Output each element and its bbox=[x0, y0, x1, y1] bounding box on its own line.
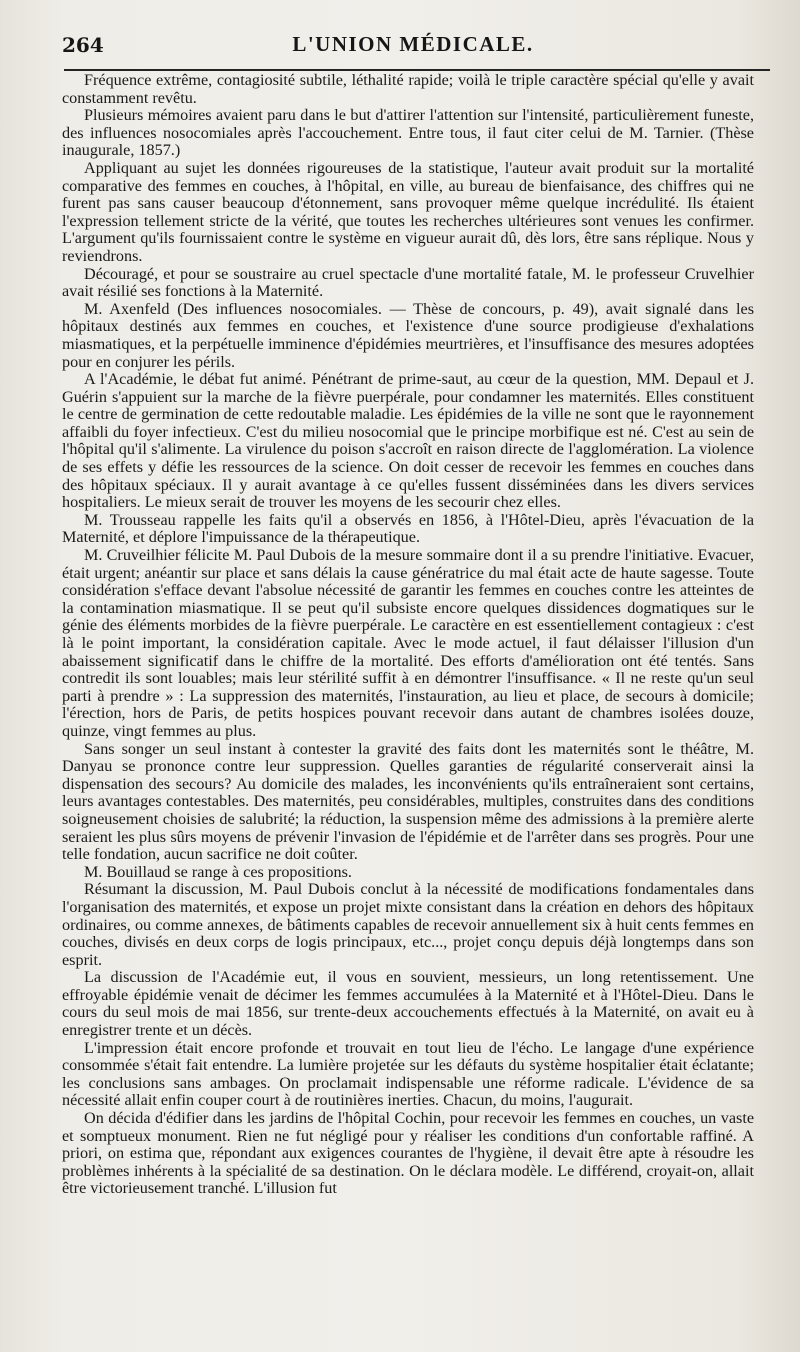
page-number: 264 bbox=[62, 33, 104, 57]
paragraph: On décida d'édifier dans les jardins de l'hôpital Cochin, pour recevoir les femmes en couches, un vaste et somptueux monument. Rien ne fut négligé pour y réaliser les conditions d'un confortable raffiné. A priori, on estima que, répondant aux exigences courantes de l'hygiène, il devait être apte à résoudre les problèmes inhérents à la spécialité de sa destination. On le déclara modèle. Le différend, croyait-on, allait être victorieusement tranché. L'illusion fut bbox=[62, 1109, 754, 1198]
paragraph: M. Axenfeld (Des influences nosocomiales. — Thèse de concours, p. 49), avait signalé dans les hôpitaux destinés aux femmes en couches, et l'existence d'une source prodigieuse d'exhalations miasmatiques, et la perpétuelle imminence d'épidémies meurtrières, et l'insuffisance des mesures adoptées pour en conjurer les périls. bbox=[62, 299, 754, 371]
page-header bbox=[62, 30, 764, 60]
paragraph: L'impression était encore profonde et trouvait en tout lieu de l'écho. Le langage d'une expérience consommée s'était fait entendre. La lumière projetée sur les défauts du système hospitalier était éclatante; les conclusions sans ambages. On proclamait indispensable une réforme radicale. L'évidence de sa nécessité allait enfin couper court à de routinières inerties. Chacun, du moins, l'augurait. bbox=[62, 1038, 754, 1110]
paragraph: M. Bouillaud se range à ces propositions. bbox=[84, 862, 352, 881]
paragraph: Plusieurs mémoires avaient paru dans le but d'attirer l'attention sur l'intensité, particulièrement funeste, des influences nosocomiales après l'accouchement. Entre tous, il faut citer celui de M. Tarnier. (Thèse inaugurale, 1857.) bbox=[62, 106, 754, 160]
body-text bbox=[62, 72, 754, 1198]
paragraph: M. Trousseau rappelle les faits qu'il a observés en 1856, à l'Hôtel-Dieu, après l'évacuation de la Maternité, et déplore l'impuissance de la thérapeutique. bbox=[62, 510, 754, 547]
paragraph: Appliquant au sujet les données rigoureuses de la statistique, l'auteur avait produit sur la mortalité comparative des femmes en couches, à l'hôpital, en ville, au bureau de bienfaisance, des chiffres qui ne furent pas sans causer beaucoup d'étonnement, sans provoquer même quelque incrédulité. Ils étaient l'expression tellement stricte de la vérité, que toutes les recherches ultérieures sont venues les confirmer. L'argument qu'ils fournissaient contre le système en vigueur aurait dû, dès lors, être sans réplique. Nous y reviendrons. bbox=[62, 158, 754, 265]
paragraph: A l'Académie, le débat fut animé. Pénétrant de prime-saut, au cœur de la question, MM. Depaul et J. Guérin s'appuient sur la marche de la fièvre puerpérale, pour condamner les maternités. Elles constituent le centre de germination de cette redoutable maladie. Les épidémies de la ville ne sont que le rayonnement affaibli du foyer infectieux. C'est du milieu nosocomial que le principe morbifique est né. C'est au sein de l'hôpital qu'il s'alimente. La virulence du poison s'accroît en raison directe de l'agglomération. La violence de ses effets y défie les ressources de la science. On doit cesser de recevoir les femmes en couches dans des hôpitaux spéciaux. Il y aurait avantage à ce qu'elles fussent disséminées dans les divers services hospitaliers. Le mieux serait de trouver les moyens de les secourir chez elles. bbox=[62, 370, 754, 512]
paragraph: Découragé, et pour se soustraire au cruel spectacle d'une mortalité fatale, M. le professeur Cruvelhier avait résilié ses fonctions à la Maternité. bbox=[62, 264, 754, 301]
paragraph: La discussion de l'Académie eut, il vous en souvient, messieurs, un long retentissement. Une effroyable épidémie venait de décimer les femmes accumulées à la Maternité et à l'Hôtel-Dieu. Dans le cours du seul mois de mai 1856, sur trente-deux accouchements effectués à la Maternité, on avait eu à enregistrer trente et un décès. bbox=[62, 968, 754, 1040]
paragraph: Résumant la discussion, M. Paul Dubois conclut à la nécessité de modifications fondamentales dans l'organisation des maternités, et expose un projet mixte consistant dans la création en dehors des hôpitaux ordinaires, ou comme annexes, de bâtiments capables de recevoir annuellement six à huit cents femmes en couches, divisés en deux corps de logis principaux, etc..., projet conçu depuis déjà longtemps dans son esprit. bbox=[62, 880, 754, 969]
paragraph: M. Cruveilhier félicite M. Paul Dubois de la mesure sommaire dont il a su prendre l'initiative. Evacuer, était urgent; anéantir sur place et sans délais la cause génératrice du mal était acte de haute sagesse. Toute considération s'efface devant l'absolue nécessité de garantir les femmes en couches contre les atteintes de la contamination miasmatique. Il se peut qu'il subsiste encore quelques dissidences dogmatiques sur le génie des éléments morbides de la fièvre puerpérale. Le caractère en est essentiellement contagieux : c'est là le point important, la considération capitale. Avec le mode actuel, il faut délaisser l'illusion d'un abaissement significatif dans le chiffre de la mortalité. Des efforts d'amélioration ont été tentés. Sans contredit ils sont louables; mais leur stérilité suffit à en démontrer l'insuffisance. « Il ne reste qu'un seul parti à prendre » : La suppression des maternités, l'instauration, au lieu et place, de secours à domicile; l'érection, hors de Paris, de petits hospices pouvant recevoir dans autant de chambres isolées douze, quinze, vingt femmes au plus. bbox=[62, 546, 754, 740]
paragraph: Sans songer un seul instant à contester la gravité des faits dont les maternités sont le théâtre, M. Danyau se prononce contre leur suppression. Quelles garanties de régularité conserverait ainsi la dispensation des secours? Au domicile des malades, les inconvénients qu'ils entraîneraient sont certains, leurs avantages contestables. Des maternités, peu considérables, multiples, construites dans des conditions soigneusement choisies de salubrité; la réduction, la suspension même des admissions à la première alerte seraient les plus sûrs moyens de prévenir l'invasion de l'épidémie et de l'arrêter dans ses progrès. Pour une telle fondation, aucun sacrifice ne doit coûter. bbox=[62, 739, 754, 864]
paragraph: Fréquence extrême, contagiosité subtile, léthalité rapide; voilà le triple caractère spécial qu'elle y avait constamment revêtu. bbox=[62, 71, 754, 107]
running-title: L'UNION MÉDICALE. bbox=[292, 32, 534, 56]
